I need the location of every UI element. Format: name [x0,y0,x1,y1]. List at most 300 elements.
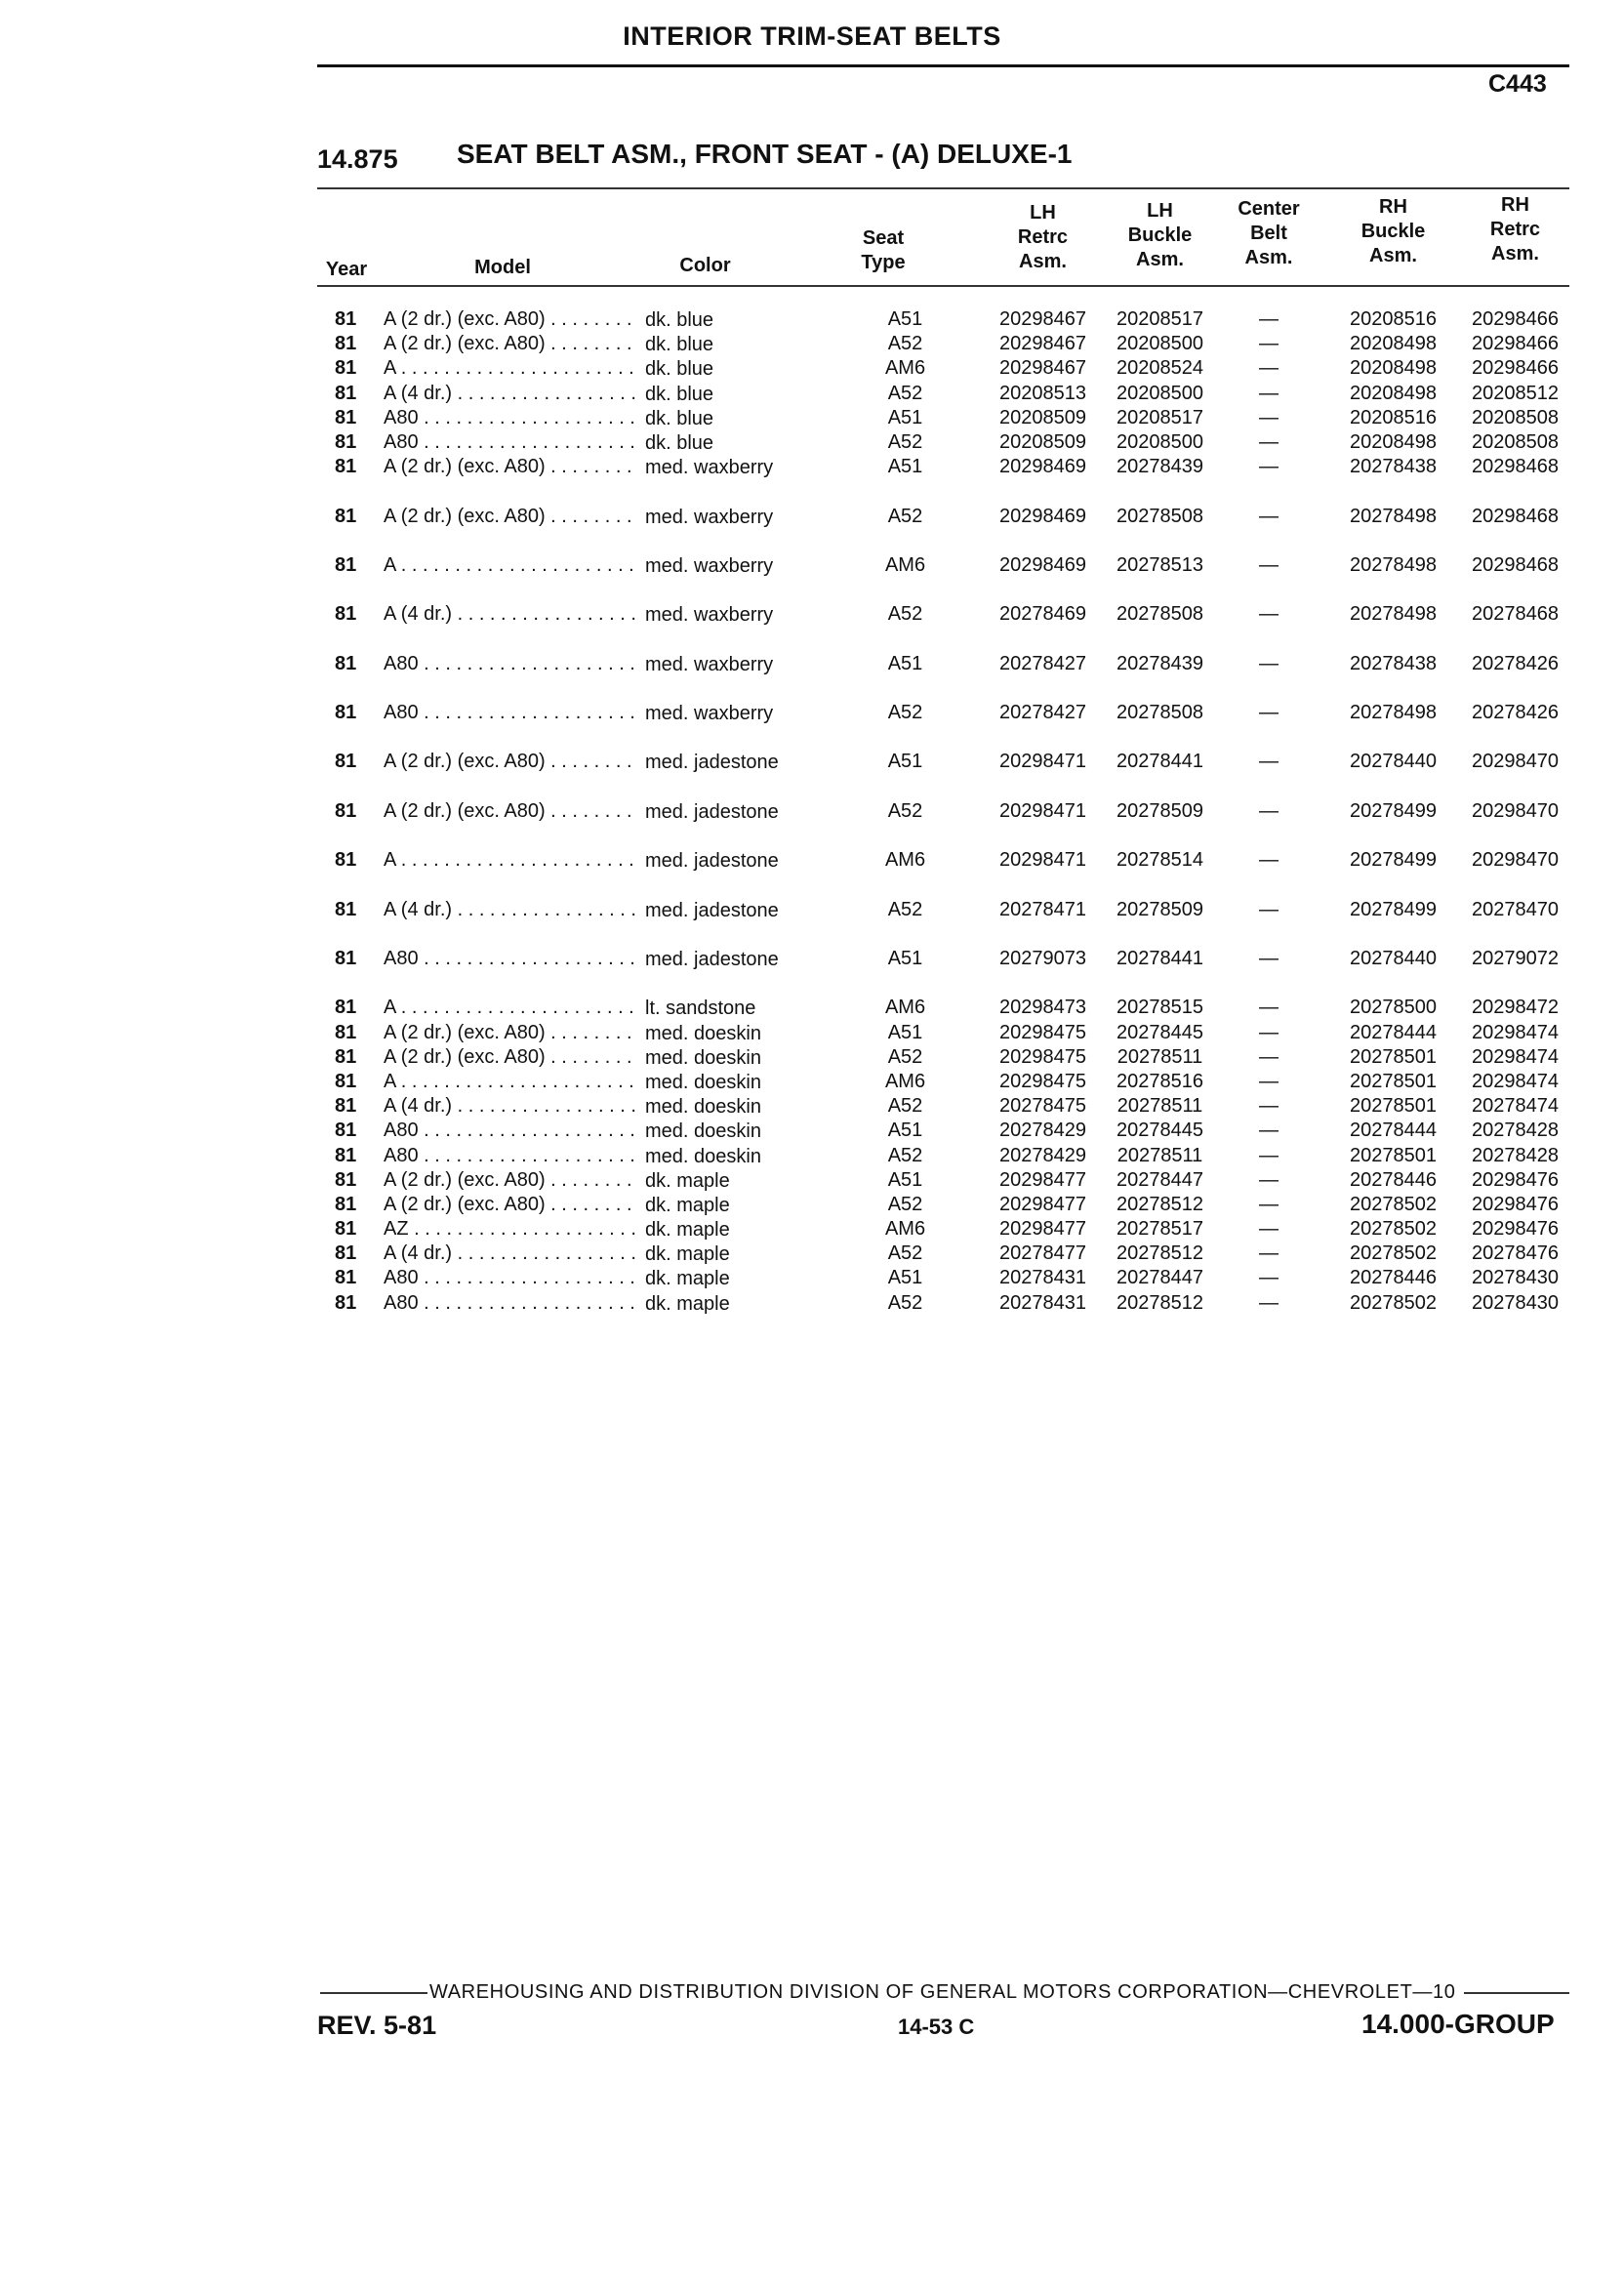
row-model: A (4 dr.) . . . [384,603,637,626]
row-lh-buckle: 20208517 [1116,308,1203,330]
row-rh-retrc: 20278468 [1472,603,1559,626]
row-color-text: dk. blue [637,333,842,357]
row-year: 81 [335,430,357,453]
row-lh-buckle: 20278445 [1116,1120,1203,1142]
row-seat-type: A51 [887,1267,923,1289]
row-lh-buckle: 20278512 [1116,1193,1203,1215]
row-center-belt: — [1259,1095,1279,1118]
row-rh-retrc: 20298466 [1472,333,1559,355]
row-center-belt: — [1259,553,1279,576]
row-center-belt: — [1259,505,1279,527]
row-lh-retrc: 20279073 [999,948,1086,970]
table-row [317,1242,1586,1267]
row-color [637,506,842,530]
row-rh-retrc: 20298466 [1472,357,1559,380]
row-color-text: med. jadestone [637,849,842,874]
row-rh-buckle: 20208498 [1350,357,1437,380]
row-lh-retrc: 20278431 [999,1267,1086,1289]
row-color [637,554,842,579]
col-header-lh-retrc-line1: LH [1030,202,1056,224]
row-rh-retrc: 20208508 [1472,430,1559,453]
row-year: 81 [335,553,357,576]
row-seat-type: A52 [887,1242,923,1265]
col-header-rh-buckle-line3: Asm. [1369,245,1417,266]
page-code: C443 [1488,70,1547,98]
row-model: A . . . [384,357,637,380]
row-model: A (4 dr.) . . . [384,899,637,921]
row-rh-retrc: 20298468 [1472,553,1559,576]
row-model: A . . . [384,554,637,577]
row-seat-type: AM6 [884,997,926,1019]
row-lh-buckle: 20278516 [1116,1070,1203,1092]
row-center-belt: — [1259,333,1279,355]
row-model: A (2 dr.) (exc. A80) . . . [384,456,637,478]
row-rh-retrc: 20208512 [1472,382,1559,404]
row-color [637,899,842,923]
row-color [637,1169,842,1194]
row-color [637,1292,842,1317]
row-seat-type: A51 [887,652,923,674]
row-color [637,800,842,825]
row-lh-buckle: 20278514 [1116,849,1203,872]
row-seat-type: A52 [887,1291,923,1314]
row-lh-retrc: 20208513 [999,382,1086,404]
row-center-belt: — [1259,430,1279,453]
table-row [317,702,1586,751]
row-seat-type: A51 [887,751,923,773]
col-header-lh-retrc-line3: Asm. [1019,251,1067,272]
section-title: SEAT BELT ASM., FRONT SEAT - (A) DELUXE-1 [457,139,1073,169]
table-row [317,431,1586,456]
row-seat-type: A51 [887,406,923,428]
row-center-belt: — [1259,948,1279,970]
row-color-text: med. waxberry [637,603,842,628]
col-header-year: Year [325,259,368,280]
row-color-text: med. doeskin [637,1046,842,1071]
row-color [637,1022,842,1046]
row-rh-buckle: 20278440 [1350,751,1437,773]
row-year: 81 [335,1242,357,1265]
row-lh-buckle: 20278511 [1116,1095,1203,1118]
row-seat-type: A51 [887,1168,923,1191]
row-year: 81 [335,1021,357,1043]
row-year: 81 [335,1168,357,1191]
table-row [317,383,1586,407]
row-lh-buckle: 20278515 [1116,997,1203,1019]
row-model: A80 . . . [384,407,637,429]
row-model: A . . . [384,1071,637,1093]
row-year: 81 [335,1070,357,1092]
row-lh-retrc: 20298477 [999,1218,1086,1241]
row-lh-retrc: 20298475 [999,1021,1086,1043]
row-lh-retrc: 20298475 [999,1045,1086,1068]
title-rule [317,64,1569,67]
row-lh-buckle: 20278439 [1116,456,1203,478]
table-row [317,1022,1586,1046]
row-lh-buckle: 20278441 [1116,751,1203,773]
row-color [637,1218,842,1242]
row-year: 81 [335,751,357,773]
row-rh-retrc: 20298466 [1472,308,1559,330]
row-year: 81 [335,1291,357,1314]
table-row [317,899,1586,948]
row-lh-buckle: 20278445 [1116,1021,1203,1043]
row-color-text: dk. blue [637,383,842,407]
row-color [637,1267,842,1291]
group-label: 14.000-GROUP [1361,2009,1555,2039]
row-color [637,603,842,628]
col-header-center-line2: Belt [1250,223,1287,244]
row-year: 81 [335,702,357,724]
row-lh-retrc: 20298473 [999,997,1086,1019]
col-header-center-line3: Asm. [1244,247,1293,268]
row-center-belt: — [1259,1193,1279,1215]
row-lh-buckle: 20278511 [1116,1045,1203,1068]
row-center-belt: — [1259,308,1279,330]
row-rh-buckle: 20278500 [1350,997,1437,1019]
row-seat-type: AM6 [884,1218,926,1241]
row-color-text: dk. blue [637,357,842,382]
section-number: 14.875 [317,144,398,174]
row-rh-buckle: 20278444 [1350,1120,1437,1142]
col-header-rh-buckle-line2: Buckle [1360,221,1426,242]
table-row [317,506,1586,554]
table-row [317,849,1586,898]
row-color-text: dk. maple [637,1292,842,1317]
col-header-rh-retrc-line2: Retrc [1489,219,1541,240]
row-lh-buckle: 20278509 [1116,898,1203,920]
row-lh-buckle: 20278447 [1116,1267,1203,1289]
row-model: A (2 dr.) (exc. A80) . . . [384,800,637,823]
row-color [637,456,842,480]
row-rh-retrc: 20279072 [1472,948,1559,970]
table-row [317,1267,1586,1291]
row-color [637,357,842,382]
row-lh-retrc: 20298469 [999,553,1086,576]
row-rh-buckle: 20208498 [1350,333,1437,355]
table-row [317,456,1586,505]
row-model: A80 . . . [384,948,637,970]
table-row [317,1046,1586,1071]
table-row [317,554,1586,603]
row-rh-retrc: 20298470 [1472,799,1559,822]
row-center-belt: — [1259,357,1279,380]
row-rh-retrc: 20278476 [1472,1242,1559,1265]
row-model: A (2 dr.) (exc. A80) . . . [384,308,637,331]
row-model: A80 . . . [384,1120,637,1142]
row-lh-retrc: 20298467 [999,308,1086,330]
col-header-rh-retrc-line1: RH [1501,194,1529,216]
row-rh-buckle: 20278499 [1350,898,1437,920]
row-color [637,751,842,775]
row-model: A (4 dr.) . . . [384,1095,637,1118]
row-seat-type: A52 [887,1045,923,1068]
row-center-belt: — [1259,1267,1279,1289]
row-rh-buckle: 20278498 [1350,505,1437,527]
row-model: A80 . . . [384,1267,637,1289]
row-rh-retrc: 20278428 [1472,1144,1559,1166]
row-center-belt: — [1259,898,1279,920]
row-color-text: med. waxberry [637,506,842,530]
row-rh-buckle: 20278501 [1350,1095,1437,1118]
col-header-lh-retrc-line2: Retrc [1017,226,1069,248]
table-row [317,603,1586,652]
footer-rule-left [320,1992,427,1994]
row-rh-buckle: 20208516 [1350,406,1437,428]
col-header-lh-buckle [1104,199,1216,272]
row-year: 81 [335,357,357,380]
row-seat-type: A52 [887,333,923,355]
row-model: A80 . . . [384,702,637,724]
row-center-belt: — [1259,1242,1279,1265]
row-model: A . . . [384,849,637,872]
row-color [637,997,842,1021]
row-year: 81 [335,849,357,872]
row-seat-type: A51 [887,308,923,330]
table-row [317,1169,1586,1194]
col-header-rh-buckle [1332,195,1454,268]
row-rh-retrc: 20298474 [1472,1045,1559,1068]
row-color [637,1242,842,1267]
row-center-belt: — [1259,382,1279,404]
row-color [637,1145,842,1169]
row-rh-buckle: 20278498 [1350,603,1437,626]
row-rh-retrc: 20298476 [1472,1168,1559,1191]
row-lh-buckle: 20208500 [1116,382,1203,404]
table-row [317,1071,1586,1095]
row-color [637,383,842,407]
col-header-lh-retrc [987,201,1099,274]
row-lh-buckle: 20278508 [1116,702,1203,724]
row-seat-type: A51 [887,948,923,970]
row-year: 81 [335,1218,357,1241]
row-seat-type: A52 [887,898,923,920]
row-year: 81 [335,898,357,920]
parts-table-body [317,308,1586,1317]
row-color-text: dk. maple [637,1267,842,1291]
row-center-belt: — [1259,1291,1279,1314]
row-year: 81 [335,333,357,355]
table-row [317,948,1586,997]
row-rh-buckle: 20208516 [1350,308,1437,330]
row-color-text: dk. maple [637,1194,842,1218]
row-rh-retrc: 20278470 [1472,898,1559,920]
row-lh-retrc: 20278475 [999,1095,1086,1118]
table-row [317,653,1586,702]
row-model: A (2 dr.) (exc. A80) . . . [384,1194,637,1216]
row-lh-retrc: 20208509 [999,406,1086,428]
table-row [317,1292,1586,1317]
row-lh-buckle: 20278508 [1116,505,1203,527]
row-center-belt: — [1259,751,1279,773]
row-color-text: med. doeskin [637,1095,842,1120]
row-lh-retrc: 20278471 [999,898,1086,920]
row-year: 81 [335,406,357,428]
row-center-belt: — [1259,652,1279,674]
row-lh-buckle: 20278511 [1116,1144,1203,1166]
row-rh-buckle: 20278438 [1350,652,1437,674]
table-row [317,1145,1586,1169]
row-seat-type: AM6 [884,1070,926,1092]
row-seat-type: A51 [887,1120,923,1142]
document-title: INTERIOR TRIM-SEAT BELTS [623,21,1001,51]
row-color [637,702,842,726]
row-seat-type: A52 [887,603,923,626]
row-rh-buckle: 20278501 [1350,1144,1437,1166]
row-year: 81 [335,1095,357,1118]
row-lh-retrc: 20208509 [999,430,1086,453]
row-model: A (2 dr.) (exc. A80) . . . [384,1022,637,1044]
col-header-seat-type [834,226,932,275]
row-center-belt: — [1259,1120,1279,1142]
col-header-lh-buckle-line3: Asm. [1136,249,1184,270]
row-lh-buckle: 20278447 [1116,1168,1203,1191]
row-year: 81 [335,382,357,404]
row-lh-retrc: 20298477 [999,1168,1086,1191]
row-color-text: med. waxberry [637,554,842,579]
row-year: 81 [335,997,357,1019]
row-color-text: med. doeskin [637,1120,842,1144]
row-year: 81 [335,603,357,626]
row-color [637,948,842,972]
row-rh-retrc: 20298468 [1472,456,1559,478]
row-model: A80 . . . [384,431,637,454]
row-color [637,1071,842,1095]
row-color-text: dk. maple [637,1169,842,1194]
row-model: A (2 dr.) (exc. A80) . . . [384,333,637,355]
col-header-lh-buckle-line2: Buckle [1127,224,1193,246]
row-rh-buckle: 20278502 [1350,1218,1437,1241]
row-seat-type: A52 [887,430,923,453]
row-rh-buckle: 20278501 [1350,1070,1437,1092]
row-color-text: dk. maple [637,1242,842,1267]
row-seat-type: AM6 [884,849,926,872]
row-model: A (2 dr.) (exc. A80) . . . [384,1046,637,1069]
row-year: 81 [335,1267,357,1289]
row-color [637,333,842,357]
row-lh-buckle: 20278509 [1116,799,1203,822]
header-top-rule [317,187,1569,189]
row-rh-buckle: 20278438 [1350,456,1437,478]
row-rh-buckle: 20208498 [1350,382,1437,404]
row-lh-buckle: 20208500 [1116,430,1203,453]
row-year: 81 [335,456,357,478]
row-seat-type: A52 [887,1144,923,1166]
row-model: A80 . . . [384,1292,637,1315]
table-row [317,997,1586,1021]
row-rh-retrc: 20298470 [1472,849,1559,872]
row-color [637,1095,842,1120]
row-year: 81 [335,1045,357,1068]
row-seat-type: AM6 [884,357,926,380]
row-color-text: med. waxberry [637,456,842,480]
row-color-text: dk. blue [637,308,842,333]
table-row [317,333,1586,357]
row-rh-retrc: 20298476 [1472,1193,1559,1215]
row-center-belt: — [1259,456,1279,478]
row-lh-retrc: 20298467 [999,333,1086,355]
row-center-belt: — [1259,406,1279,428]
col-header-model: Model [474,257,531,278]
row-lh-retrc: 20298471 [999,751,1086,773]
row-color-text: lt. sandstone [637,997,842,1021]
row-rh-retrc: 20298476 [1472,1218,1559,1241]
col-header-rh-buckle-line1: RH [1379,196,1407,218]
row-color-text: dk. blue [637,407,842,431]
row-year: 81 [335,799,357,822]
row-seat-type: A51 [887,456,923,478]
row-lh-buckle: 20278512 [1116,1291,1203,1314]
row-seat-type: A52 [887,1193,923,1215]
row-center-belt: — [1259,799,1279,822]
row-lh-retrc: 20298475 [999,1070,1086,1092]
revision-label: REV. 5-81 [317,2011,437,2040]
col-header-center-line1: Center [1238,198,1300,220]
row-rh-buckle: 20278498 [1350,553,1437,576]
row-seat-type: AM6 [884,553,926,576]
row-year: 81 [335,308,357,330]
row-lh-retrc: 20298469 [999,505,1086,527]
row-rh-buckle: 20278499 [1350,799,1437,822]
table-row [317,800,1586,849]
row-rh-retrc: 20278426 [1472,702,1559,724]
row-lh-retrc: 20298471 [999,799,1086,822]
row-lh-retrc: 20278427 [999,702,1086,724]
row-color [637,431,842,456]
row-color-text: med. jadestone [637,899,842,923]
row-model: A80 . . . [384,1145,637,1167]
table-row [317,1095,1586,1120]
row-color-text: med. doeskin [637,1022,842,1046]
row-lh-buckle: 20278508 [1116,603,1203,626]
footer-rule-right [1464,1992,1569,1994]
row-center-belt: — [1259,1045,1279,1068]
row-rh-buckle: 20278499 [1350,849,1437,872]
row-year: 81 [335,1193,357,1215]
row-color [637,1120,842,1144]
row-lh-retrc: 20298471 [999,849,1086,872]
row-color-text: med. jadestone [637,948,842,972]
row-year: 81 [335,505,357,527]
row-color [637,849,842,874]
row-color-text: med. doeskin [637,1071,842,1095]
row-rh-buckle: 20208498 [1350,430,1437,453]
row-lh-retrc: 20278427 [999,652,1086,674]
table-row [317,1194,1586,1218]
row-color-text: med. doeskin [637,1145,842,1169]
row-rh-buckle: 20278498 [1350,702,1437,724]
row-color-text: med. waxberry [637,653,842,677]
row-color [637,1046,842,1071]
row-year: 81 [335,1120,357,1142]
row-color [637,1194,842,1218]
row-year: 81 [335,948,357,970]
row-lh-buckle: 20278512 [1116,1242,1203,1265]
row-seat-type: A52 [887,799,923,822]
page-number: 14-53 C [898,2015,975,2039]
row-model: A . . . [384,997,637,1019]
row-model: A80 . . . [384,653,637,675]
row-lh-retrc: 20278429 [999,1120,1086,1142]
col-header-center-belt [1220,197,1318,270]
row-color-text: med. jadestone [637,751,842,775]
header-bottom-rule [317,285,1569,287]
row-lh-buckle: 20208500 [1116,333,1203,355]
col-header-rh-retrc [1454,193,1576,266]
row-lh-buckle: 20278513 [1116,553,1203,576]
row-center-belt: — [1259,603,1279,626]
row-lh-retrc: 20298467 [999,357,1086,380]
